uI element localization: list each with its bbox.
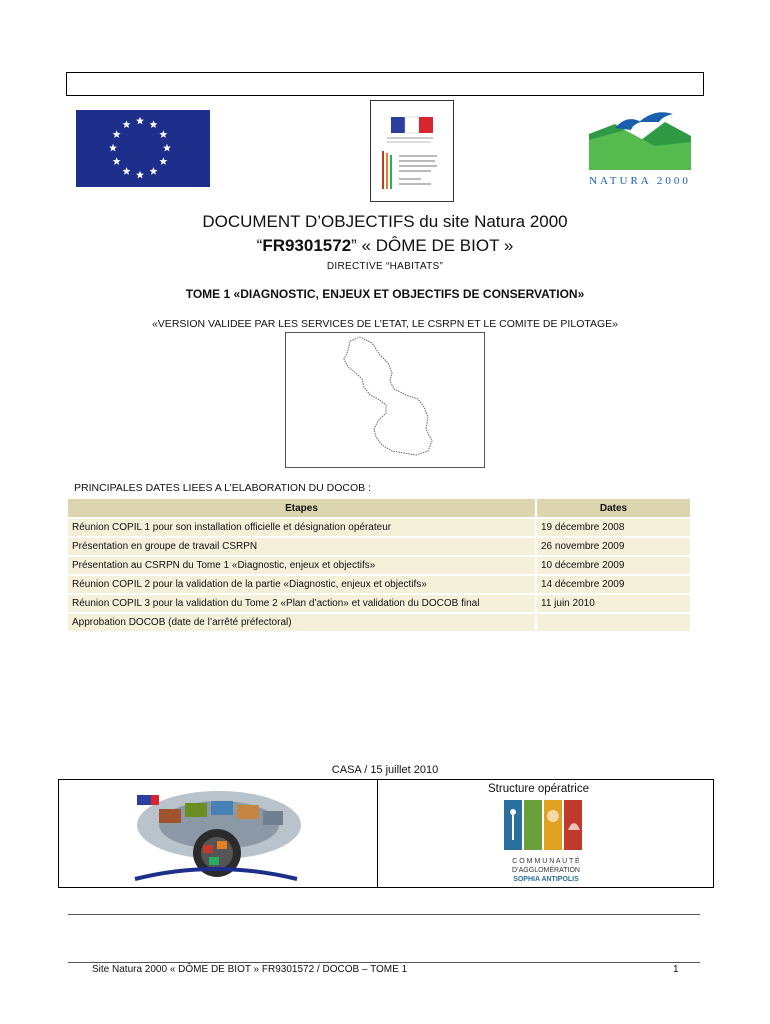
eu-flag-logo <box>76 110 210 187</box>
table-row <box>68 614 690 631</box>
table-row <box>68 595 690 612</box>
date-cell: 26 novembre 2009 <box>537 538 690 555</box>
document-title: DOCUMENT D’OBJECTIFS du site Natura 2000 <box>202 212 568 231</box>
prefecture-logo <box>370 100 454 202</box>
step-cell: Réunion COPIL 1 pour son installation officielle et désignation opérateur <box>68 519 535 536</box>
casa-date: CASA / 15 juillet 2010 <box>331 764 439 776</box>
step-cell: Réunion COPIL 3 pour la validation du Tome 2 «Plan d’action» et validation du DOCOB final <box>68 595 535 612</box>
date-cell: 14 décembre 2009 <box>537 576 690 593</box>
natura-2000-logo <box>585 100 695 188</box>
casa-line-1: C O M M U N A U T É <box>512 858 580 865</box>
natura-logo-text: NATURA 2000 <box>589 175 691 187</box>
date-cell <box>537 614 690 631</box>
directive-label: DIRECTIVE “HABITATS” <box>326 261 444 272</box>
tome-title: TOME 1 «DIAGNOSTIC, ENJEUX ET OBJECTIFS DE CONSERVATION» <box>185 287 585 301</box>
site-code: FR9301572 <box>262 236 352 255</box>
site-title: “FR9301572” « DÔME DE BIOT » <box>256 236 514 255</box>
footer-separator-line <box>68 962 700 963</box>
casa-line-2: D’AGGLOMÉRATION <box>512 867 580 874</box>
table-row <box>68 557 690 574</box>
column-header-dates: Dates <box>537 499 690 517</box>
dates-table <box>66 497 692 633</box>
table-header-row <box>68 499 690 517</box>
date-cell: 19 décembre 2008 <box>537 519 690 536</box>
date-cell: 10 décembre 2009 <box>537 557 690 574</box>
step-cell: Présentation au CSRPN du Tome 1 «Diagnostic, enjeux et objectifs» <box>68 557 535 574</box>
casa-line-3: SOPHIA ANTIPOLIS <box>513 876 579 883</box>
dates-heading: PRINCIPALES DATES LIEES A L’ELABORATION DU DOCOB : <box>74 482 372 494</box>
step-cell: Approbation DOCOB (date de l’arrêté préfectoral) <box>68 614 535 631</box>
step-cell: Réunion COPIL 2 pour la validation de la partie «Diagnostic, enjeux et objectifs» <box>68 576 535 593</box>
separator-line <box>68 914 700 915</box>
site-name: « DÔME DE BIOT » <box>356 236 514 255</box>
date-cell: 11 juin 2010 <box>537 595 690 612</box>
top-frame <box>66 72 704 96</box>
table-row <box>68 576 690 593</box>
table-row <box>68 519 690 536</box>
page-number: 1 <box>673 964 679 975</box>
step-cell: Présentation en groupe de travail CSRPN <box>68 538 535 555</box>
column-header-etapes: Etapes <box>68 499 535 517</box>
site-outline-map <box>285 332 485 468</box>
ddt-logo <box>129 783 302 886</box>
version-note: «VERSION VALIDEE PAR LES SERVICES DE L’ETAT, LE CSRPN ET LE COMITE DE PILOTAGE» <box>151 318 619 330</box>
footer-site-ref: Site Natura 2000 « DÔME DE BIOT » FR9301572 / DOCOB – TOME 1 <box>92 964 408 975</box>
table-row <box>68 538 690 555</box>
partners-divider <box>377 780 378 887</box>
casa-logo <box>498 796 594 888</box>
structure-label: Structure opératrice <box>488 783 589 795</box>
